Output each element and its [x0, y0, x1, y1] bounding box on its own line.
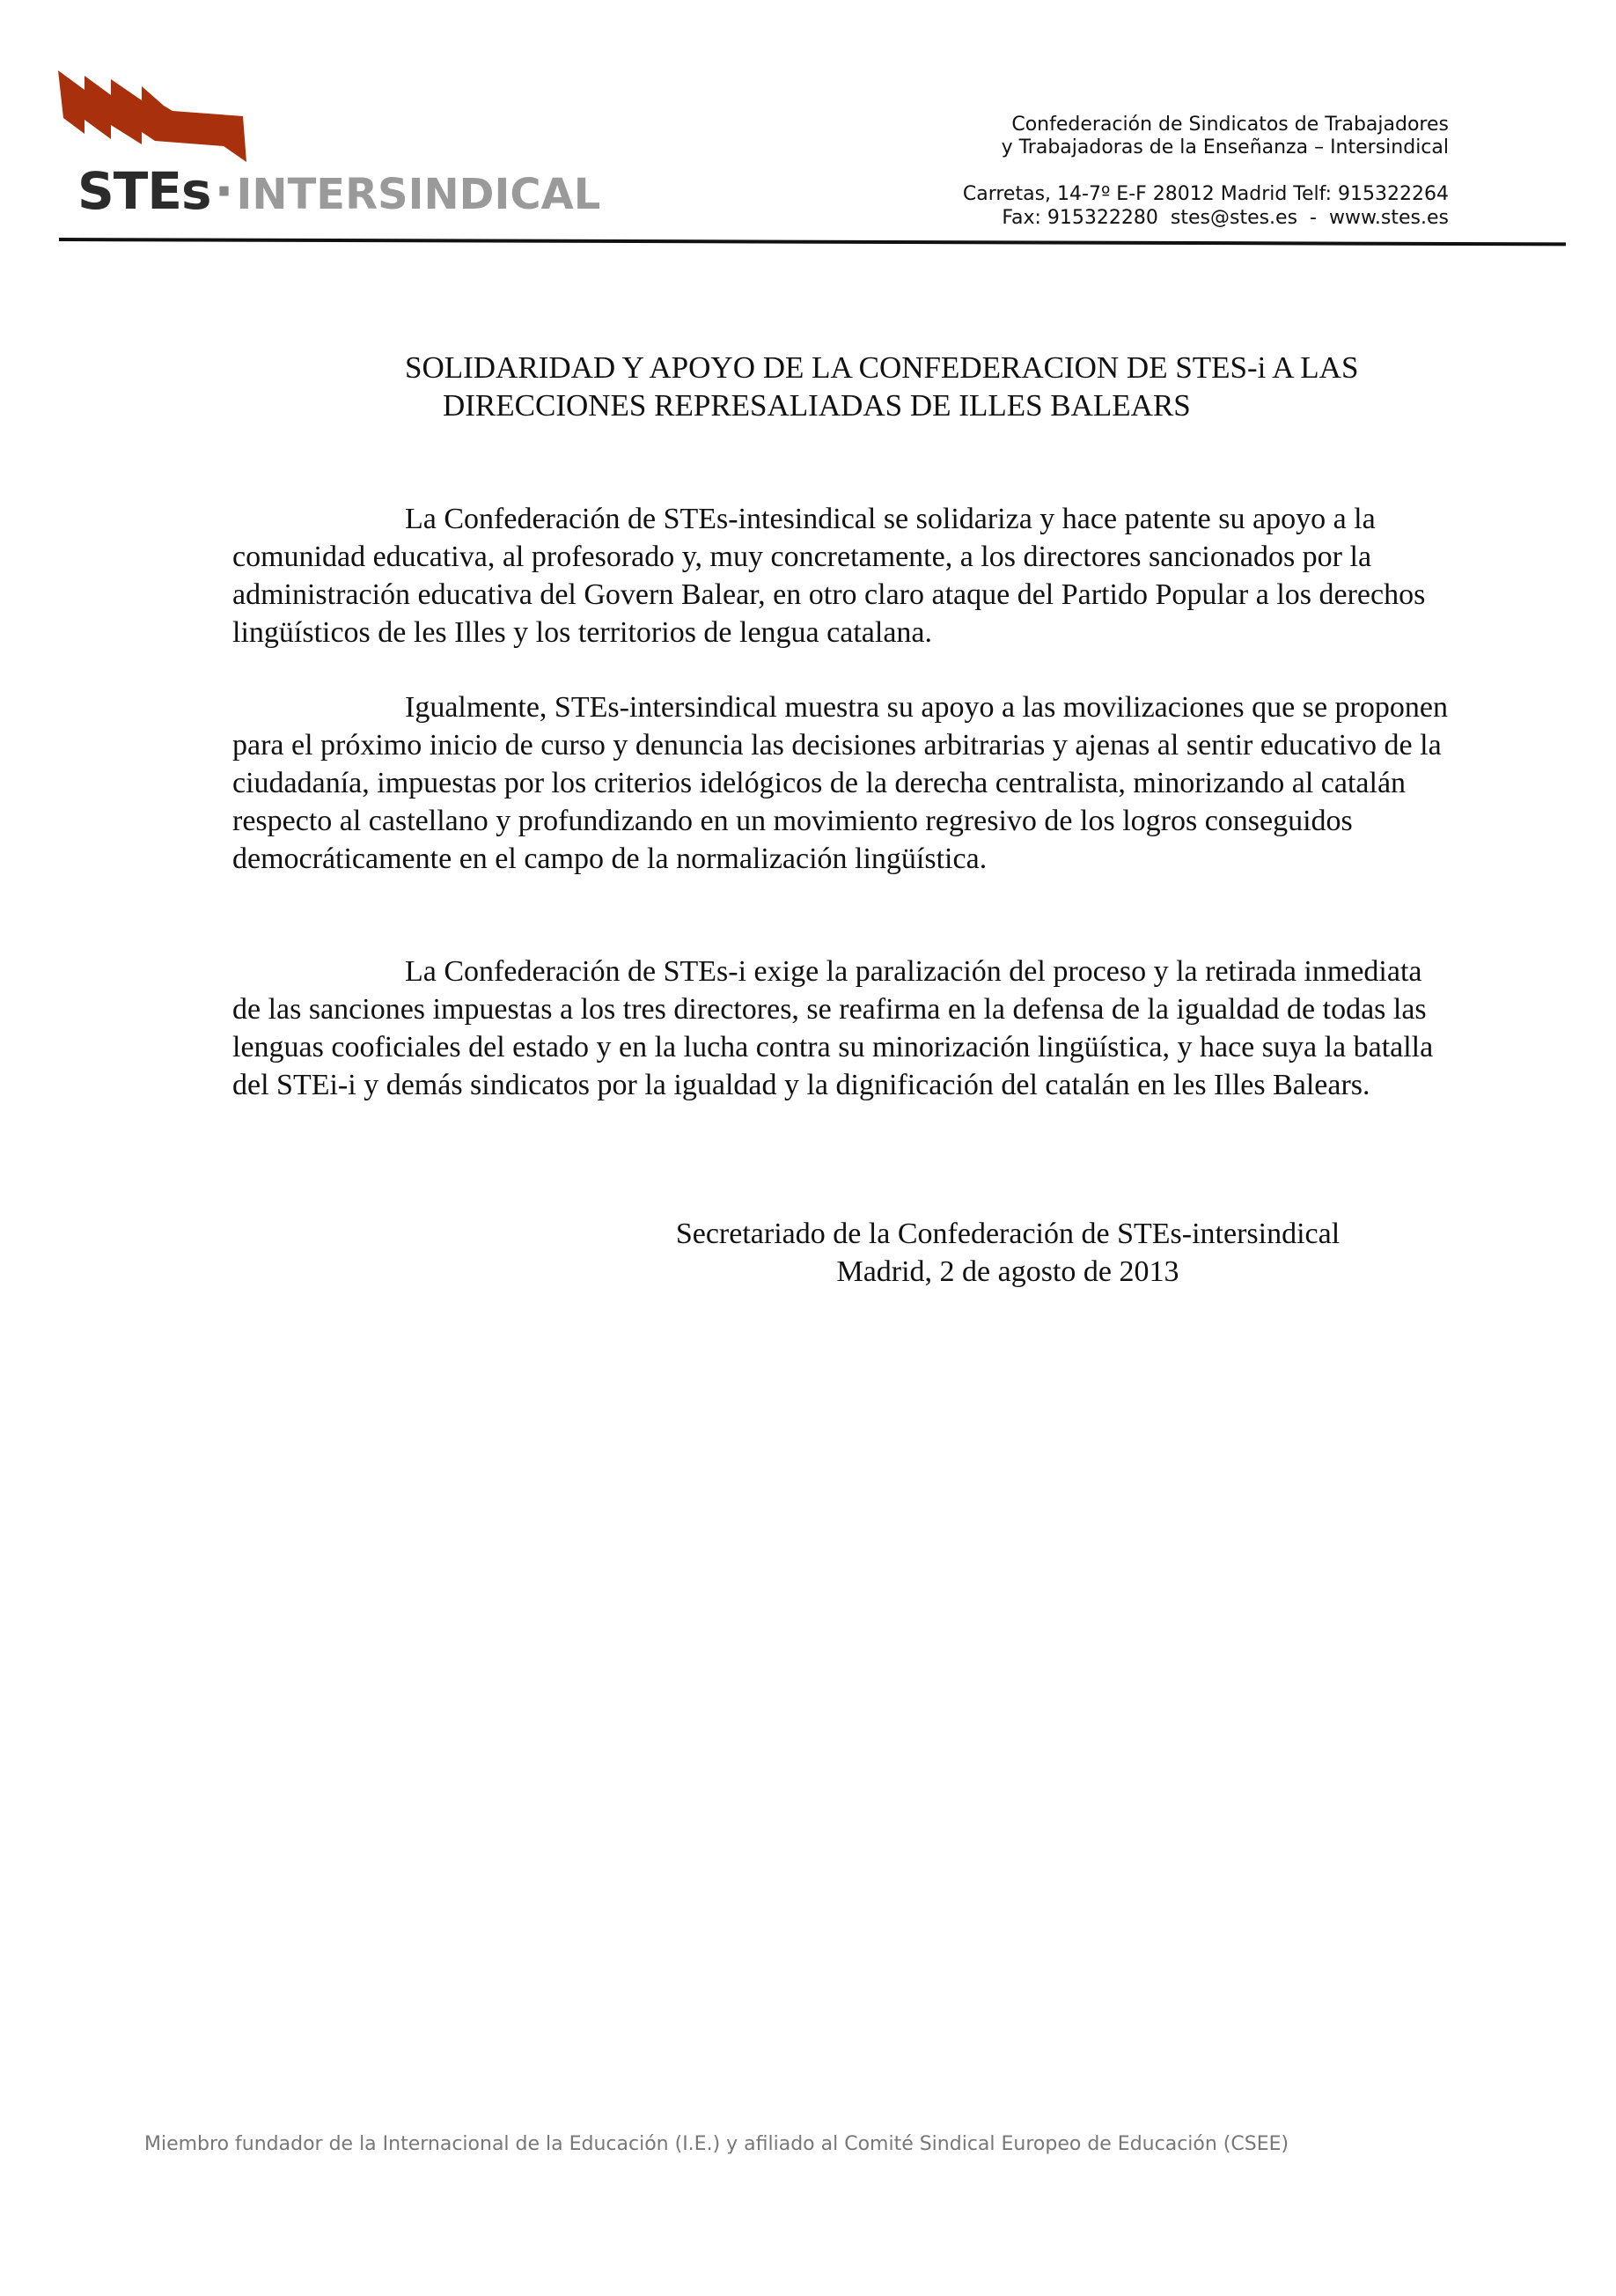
footer-text: Miembro fundador de la Internacional de la Educación (I.E.) y afiliado al Comité Sindical Europeo de Educación (CSEE) — [144, 2133, 1289, 2155]
logo-main-text: STEs — [77, 161, 211, 221]
logo-wordmark: STEs·INTERSINDICAL — [77, 161, 601, 221]
header-divider — [59, 238, 1566, 246]
body-paragraph-3: La Confederación de STEs-i exige la paralización del proceso y la retirada inmediata de las sanciones impuestas a los tres directores, se reafirma en la defensa de la igualdad de todas las lenguas cooficiales del estado y en la lucha contra su minorización lingüística, y hace suya la batalla del STEi-i y demás sindicatos por la igualdad y la dignificación del catalán en les Illes Balears. — [232, 955, 1434, 1101]
org-name-line1: Confederación de Sindicatos de Trabajadores — [1011, 114, 1449, 136]
address-line: Carretas, 14-7º E-F 28012 Madrid Telf: 915322264 — [962, 183, 1449, 205]
contact-line: Fax: 915322280 stes@stes.es - www.stes.es — [1002, 207, 1449, 229]
document-title — [405, 349, 1461, 424]
logo-flag-icon — [58, 70, 248, 162]
org-name-line2: y Trabajadoras de la Enseñanza – Intersindical — [1001, 136, 1449, 158]
title-line-1: SOLIDARIDAD Y APOYO DE LA CONFEDERACION DE STES-i A LAS — [405, 350, 1359, 385]
logo-sub-text: INTERSINDICAL — [236, 170, 601, 219]
body-paragraph-2: Igualmente, STEs-intersindical muestra su apoyo a las movilizaciones que se proponen para el próximo inicio de curso y denuncia las decisiones arbitrarias y ajenas al sentir educativo de la ciudadanía, impuestas por los criterios idelógicos de la derecha centralista, minorizando al catalán respecto al castellano y profundizando en un movimiento regresivo de los logros conseguidos democráticamente en el campo de la normalización lingüística. — [232, 691, 1448, 875]
signature-date: Madrid, 2 de agosto de 2013 — [836, 1255, 1179, 1288]
signature-block — [612, 1215, 1404, 1291]
title-line-2: DIRECCIONES REPRESALIADAS DE ILLES BALEARS — [443, 388, 1191, 423]
signature-line-1: Secretariado de la Confederación de STEs-intersindical — [675, 1218, 1341, 1250]
body-paragraph-1: La Confederación de STEs-intesindical se solidariza y hace patente su apoyo a la comunidad educativa, al profesorado y, muy concretamente, a los directores sancionados por la administración educativa del Govern Balear, en otro claro ataque del Partido Popular a los derechos lingüísticos de les Illes y los territorios de lengua catalana. — [232, 503, 1426, 649]
